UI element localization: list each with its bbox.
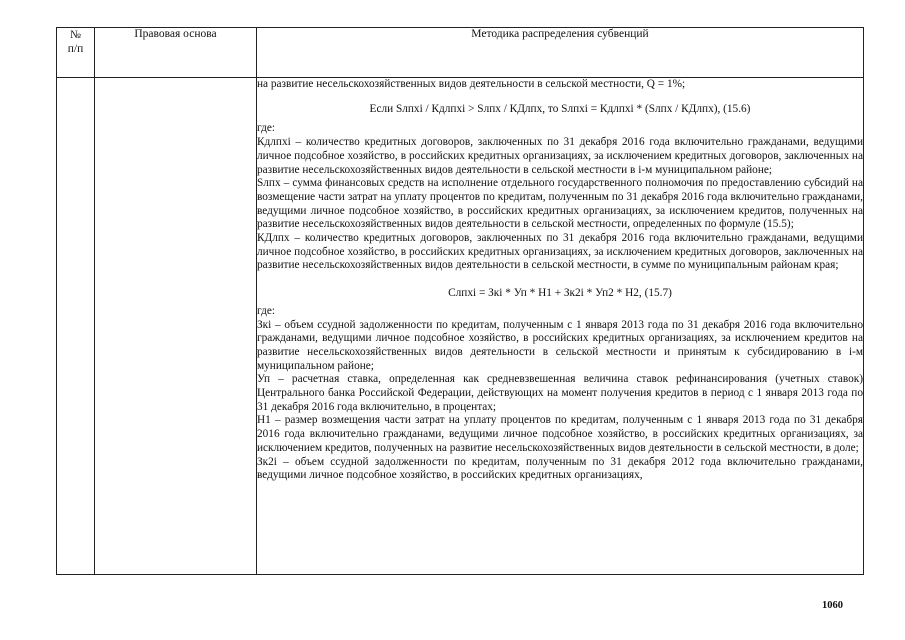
header-methodology: Методика распределения субвенций [257, 28, 864, 78]
page-number: 1060 [822, 600, 843, 611]
header-number-abbr: п/п [67, 43, 84, 55]
where-label: где: [257, 122, 275, 135]
formula-15-6: Если Sлпхi / Кдлпхi > Sлпх / КДлпх, то Sлпхi = Кдлпхi * (Sлпх / КДлпх), (15.6) [369, 102, 751, 115]
definition-up: Уп – расчетная ставка, определенная как средневзвешенная величина ставок рефинансирования (учетных ставок) Центрального банка Российской Федерации, действующих на момент получения кредитов в период с 1 января 2013 года по 31 декабря 2016 года включительно, в процентах; [257, 373, 863, 413]
where-label: где: [257, 304, 275, 317]
row-methodology-cell [257, 78, 864, 575]
definition-kdlphi: Кдлпхi – количество кредитных договоров, заключенных по 31 декабря 2016 года включительно гражданами, ведущими личное подсобное хозяйство, в российских кредитных организациях, за исключением кредитных договоров, заключенных на развитие несельскохозяйственных видов деятельности в сельской местности в i-м муниципальном районе; [257, 136, 863, 176]
header-legal-basis: Правовая основа [95, 28, 257, 78]
table-header-row [57, 28, 864, 78]
subvention-methodology-table [56, 27, 864, 575]
row-number-cell [57, 78, 95, 575]
text-paragraph: на развитие несельскохозяйственных видов деятельности в сельской местности, Q = 1%; [257, 78, 686, 90]
header-number-symbol: № [70, 29, 81, 41]
table-row [57, 78, 864, 575]
row-legal-basis-cell [95, 78, 257, 575]
formula-15-7: Слпхi = Зкi * Уп * Н1 + Зк2i * Уп2 * Н2, (15.7) [448, 287, 672, 300]
definition-zk2i: Зк2i – объем ссудной задолженности по кредитам, полученным по 31 декабря 2012 года включительно гражданами, ведущими личное подсобное хозяйство, в российских кредитных организациях, [257, 455, 863, 482]
definition-kdlph: КДлпх – количество кредитных договоров, заключенных по 31 декабря 2016 года включительно гражданами, ведущими личное подсобное хозяйство, в российских кредитных организациях, за исключением кредитных договоров, заключенных на развитие несельскохозяйственных видов деятельности в сельской местности, в сумме по муниципальным районам края; [257, 232, 863, 272]
definition-slph: Sлпх – сумма финансовых средств на исполнение отдельного государственного полномочия по предоставлению субсидий на возмещение части затрат на уплату процентов по кредитам, полученным по 31 декабря 2016 года включительно гражданами, ведущими личное подсобное хозяйство, в российских кредитных организациях, за исключением кредитов, полученных на развитие несельскохозяйственных видов деятельности в сельской местности, определенных по формуле (15.5); [257, 177, 863, 231]
definition-n1: Н1 – размер возмещения части затрат на уплату процентов по кредитам, полученным с 1 января 2013 года по 31 декабря 2016 года включительно гражданами, ведущими личное подсобное хозяйство, в российских кредитных организациях, за исключением кредитов, полученных на развитие несельскохозяйственных видов деятельности в сельской местности, в доле; [257, 414, 863, 454]
header-number-cell [57, 28, 95, 78]
definition-zki: Зкi – объем ссудной задолженности по кредитам, полученным с 1 января 2013 года по 31 декабря 2016 года включительно гражданами, ведущими личное подсобное хозяйство, в российских кредитных организациях, за исключением кредитов на развитие несельскохозяйственных видов деятельности в сельской местности и принятым к субсидированию в i-м муниципальном районе; [257, 318, 863, 372]
